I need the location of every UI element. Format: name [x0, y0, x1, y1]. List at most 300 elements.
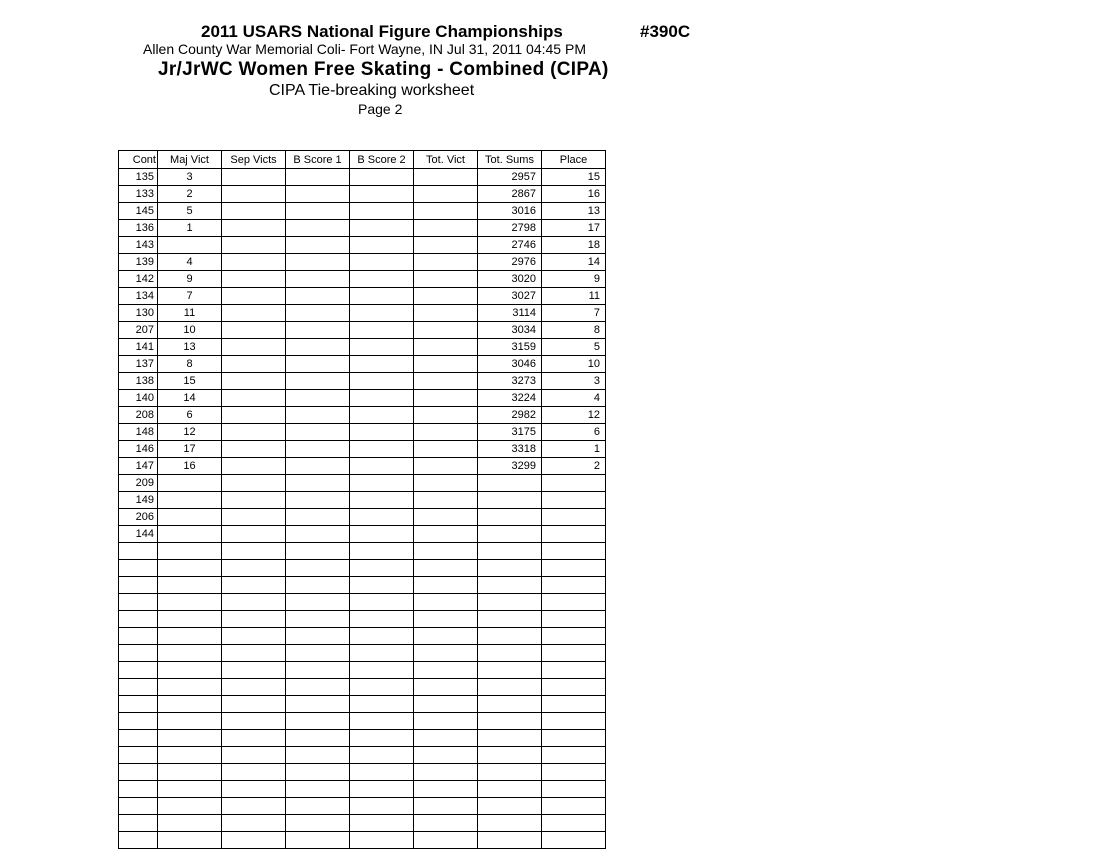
table-cell — [350, 339, 414, 356]
table-cell — [222, 509, 286, 526]
table-cell — [286, 186, 350, 203]
table-cell — [222, 407, 286, 424]
table-cell — [222, 203, 286, 220]
table-cell — [414, 356, 478, 373]
table-cell — [350, 781, 414, 798]
table-cell — [158, 492, 222, 509]
table-cell — [158, 781, 222, 798]
table-cell: 2798 — [478, 220, 542, 237]
table-cell — [350, 305, 414, 322]
table-cell — [286, 254, 350, 271]
table-cell: 136 — [119, 220, 158, 237]
table-cell — [158, 747, 222, 764]
table-cell — [542, 560, 606, 577]
table-cell: 9 — [542, 271, 606, 288]
table-cell — [286, 645, 350, 662]
table-cell — [478, 475, 542, 492]
table-cell — [542, 594, 606, 611]
table-cell — [414, 577, 478, 594]
table-cell — [222, 764, 286, 781]
table-cell: 3020 — [478, 271, 542, 288]
table-cell — [414, 220, 478, 237]
table-row — [119, 577, 606, 594]
table-cell — [350, 696, 414, 713]
table-cell — [222, 356, 286, 373]
table-cell — [414, 645, 478, 662]
table-cell — [286, 390, 350, 407]
table-cell — [414, 594, 478, 611]
table-cell — [350, 373, 414, 390]
table-cell: 6 — [158, 407, 222, 424]
table-cell — [119, 594, 158, 611]
table-cell — [119, 832, 158, 849]
table-cell — [478, 543, 542, 560]
table-cell — [158, 679, 222, 696]
table-cell — [414, 407, 478, 424]
table-cell — [158, 764, 222, 781]
table-cell — [542, 492, 606, 509]
table-cell — [158, 509, 222, 526]
table-cell: 3299 — [478, 458, 542, 475]
table-row — [119, 747, 606, 764]
table-cell — [414, 288, 478, 305]
table-cell: 8 — [542, 322, 606, 339]
table-cell: 2867 — [478, 186, 542, 203]
table-cell — [286, 356, 350, 373]
table-row — [119, 254, 606, 271]
table-cell — [286, 203, 350, 220]
table-cell — [222, 254, 286, 271]
championship-title: 2011 USARS National Figure Championships — [201, 22, 563, 41]
table-cell: 3 — [542, 373, 606, 390]
table-cell — [350, 526, 414, 543]
table-cell — [542, 730, 606, 747]
table-cell — [350, 798, 414, 815]
table-cell: 3224 — [478, 390, 542, 407]
worksheet-title: CIPA Tie-breaking worksheet — [269, 82, 475, 99]
table-row — [119, 781, 606, 798]
table-cell — [350, 747, 414, 764]
table-cell: 208 — [119, 407, 158, 424]
table-cell — [119, 713, 158, 730]
table-cell: 12 — [158, 424, 222, 441]
table-cell — [119, 696, 158, 713]
table-cell — [542, 645, 606, 662]
table-cell — [222, 543, 286, 560]
table-row — [119, 543, 606, 560]
table-cell — [222, 305, 286, 322]
table-cell — [286, 526, 350, 543]
table-cell: 14 — [542, 254, 606, 271]
table-cell — [286, 832, 350, 849]
table-cell — [286, 662, 350, 679]
table-row — [119, 798, 606, 815]
table-row — [119, 696, 606, 713]
table-cell — [222, 832, 286, 849]
table-row — [119, 645, 606, 662]
table-cell: 137 — [119, 356, 158, 373]
table-cell — [222, 730, 286, 747]
table-cell — [286, 322, 350, 339]
table-cell — [414, 832, 478, 849]
table-cell — [542, 781, 606, 798]
table-cell: 143 — [119, 237, 158, 254]
venue-date-line: Allen County War Memorial Coli- Fort Wayne, IN Jul 31, 2011 04:45 PM — [143, 41, 586, 57]
table-cell — [222, 237, 286, 254]
table-cell — [222, 747, 286, 764]
table-cell — [222, 390, 286, 407]
table-cell — [414, 322, 478, 339]
table-cell — [350, 509, 414, 526]
table-cell — [286, 339, 350, 356]
table-cell — [414, 747, 478, 764]
table-cell: 2746 — [478, 237, 542, 254]
table-cell: 3027 — [478, 288, 542, 305]
table-cell — [542, 832, 606, 849]
table-cell — [478, 628, 542, 645]
table-cell — [542, 611, 606, 628]
table-row — [119, 730, 606, 747]
table-cell — [414, 611, 478, 628]
table-cell — [414, 509, 478, 526]
table-cell — [414, 203, 478, 220]
table-row — [119, 492, 606, 509]
table-cell — [478, 815, 542, 832]
table-row — [119, 203, 606, 220]
table-cell — [222, 662, 286, 679]
column-header: B Score 1 — [286, 151, 350, 169]
table-cell — [286, 407, 350, 424]
table-cell — [222, 373, 286, 390]
table-cell — [119, 679, 158, 696]
table-cell — [286, 815, 350, 832]
table-cell — [350, 458, 414, 475]
table-cell — [542, 747, 606, 764]
table-row — [119, 186, 606, 203]
table-cell — [286, 305, 350, 322]
table-cell: 7 — [158, 288, 222, 305]
table-cell — [414, 186, 478, 203]
table-cell — [414, 475, 478, 492]
table-cell — [350, 390, 414, 407]
table-cell: 3318 — [478, 441, 542, 458]
table-cell — [414, 254, 478, 271]
table-row — [119, 220, 606, 237]
table-cell: 14 — [158, 390, 222, 407]
table-cell: 135 — [119, 169, 158, 186]
table-cell — [414, 339, 478, 356]
table-cell — [542, 798, 606, 815]
table-cell — [158, 611, 222, 628]
table-cell — [414, 628, 478, 645]
table-cell — [119, 611, 158, 628]
table-cell — [222, 679, 286, 696]
table-cell — [119, 645, 158, 662]
table-cell: 5 — [158, 203, 222, 220]
table-cell — [350, 713, 414, 730]
table-cell: 2 — [542, 458, 606, 475]
table-cell — [350, 611, 414, 628]
table-cell: 139 — [119, 254, 158, 271]
table-cell — [286, 288, 350, 305]
table-cell — [119, 662, 158, 679]
table-cell: 146 — [119, 441, 158, 458]
table-cell — [478, 560, 542, 577]
table-cell — [350, 186, 414, 203]
table-cell — [350, 764, 414, 781]
table-cell — [350, 424, 414, 441]
table-row — [119, 237, 606, 254]
table-cell — [222, 186, 286, 203]
table-cell — [350, 543, 414, 560]
table-cell: 16 — [158, 458, 222, 475]
table-row — [119, 815, 606, 832]
table-cell — [158, 577, 222, 594]
table-cell: 145 — [119, 203, 158, 220]
table-cell: 12 — [542, 407, 606, 424]
table-cell — [158, 798, 222, 815]
table-cell — [286, 747, 350, 764]
table-cell — [222, 492, 286, 509]
table-cell — [542, 662, 606, 679]
table-cell — [286, 628, 350, 645]
table-cell — [350, 220, 414, 237]
table-cell — [478, 662, 542, 679]
table-cell: 3175 — [478, 424, 542, 441]
table-cell: 17 — [158, 441, 222, 458]
table-cell — [119, 764, 158, 781]
table-cell — [286, 373, 350, 390]
table-cell — [414, 169, 478, 186]
table-cell — [414, 560, 478, 577]
table-cell — [542, 526, 606, 543]
table-cell: 15 — [542, 169, 606, 186]
table-cell — [414, 492, 478, 509]
table-cell — [414, 305, 478, 322]
table-cell — [119, 781, 158, 798]
table-cell: 4 — [158, 254, 222, 271]
table-cell: 3016 — [478, 203, 542, 220]
table-row — [119, 339, 606, 356]
table-cell: 3273 — [478, 373, 542, 390]
table-cell — [414, 730, 478, 747]
table-cell — [542, 577, 606, 594]
table-cell: 209 — [119, 475, 158, 492]
table-cell: 2982 — [478, 407, 542, 424]
table-cell — [286, 764, 350, 781]
table-cell — [286, 611, 350, 628]
table-cell: 1 — [158, 220, 222, 237]
table-cell: 147 — [119, 458, 158, 475]
table-cell: 206 — [119, 509, 158, 526]
table-cell — [222, 781, 286, 798]
table-cell — [414, 713, 478, 730]
table-cell — [350, 832, 414, 849]
table-row — [119, 713, 606, 730]
table-cell: 149 — [119, 492, 158, 509]
table-cell — [478, 730, 542, 747]
column-header: Place — [542, 151, 606, 169]
table-cell: 15 — [158, 373, 222, 390]
table-cell: 7 — [542, 305, 606, 322]
table-cell — [478, 509, 542, 526]
table-cell — [350, 730, 414, 747]
table-cell — [119, 543, 158, 560]
table-row — [119, 475, 606, 492]
table-cell — [350, 441, 414, 458]
table-cell: 142 — [119, 271, 158, 288]
table-row — [119, 458, 606, 475]
table-cell — [222, 798, 286, 815]
table-cell — [350, 254, 414, 271]
table-cell — [478, 696, 542, 713]
table-cell — [222, 220, 286, 237]
table-cell — [222, 441, 286, 458]
table-cell — [286, 475, 350, 492]
table-cell — [350, 662, 414, 679]
table-cell — [350, 492, 414, 509]
table-cell — [542, 628, 606, 645]
table-cell — [542, 475, 606, 492]
table-cell — [542, 509, 606, 526]
table-row — [119, 611, 606, 628]
table-cell: 5 — [542, 339, 606, 356]
table-cell — [350, 169, 414, 186]
table-cell — [158, 815, 222, 832]
table-cell — [414, 441, 478, 458]
table-cell — [286, 781, 350, 798]
table-cell — [119, 628, 158, 645]
table-cell — [478, 577, 542, 594]
table-cell: 133 — [119, 186, 158, 203]
table-cell — [222, 322, 286, 339]
table-row — [119, 764, 606, 781]
table-cell: 11 — [542, 288, 606, 305]
table-cell — [286, 594, 350, 611]
column-header: Maj Vict — [158, 151, 222, 169]
table-cell — [350, 288, 414, 305]
table-row — [119, 560, 606, 577]
table-cell — [158, 475, 222, 492]
table-row — [119, 390, 606, 407]
table-cell — [350, 815, 414, 832]
table-cell: 148 — [119, 424, 158, 441]
table-cell — [286, 492, 350, 509]
table-cell: 10 — [158, 322, 222, 339]
table-cell — [478, 679, 542, 696]
table-cell — [478, 781, 542, 798]
table-cell — [414, 662, 478, 679]
table-cell — [350, 203, 414, 220]
table-row — [119, 373, 606, 390]
table-cell — [222, 288, 286, 305]
table-cell — [414, 271, 478, 288]
table-cell — [158, 696, 222, 713]
table-cell — [119, 730, 158, 747]
table-cell — [478, 713, 542, 730]
table-cell — [286, 577, 350, 594]
table-cell: 2957 — [478, 169, 542, 186]
table-row — [119, 662, 606, 679]
table-row — [119, 679, 606, 696]
table-row — [119, 305, 606, 322]
table-cell — [158, 628, 222, 645]
table-cell: 8 — [158, 356, 222, 373]
table-cell — [222, 458, 286, 475]
table-cell — [286, 696, 350, 713]
table-cell: 130 — [119, 305, 158, 322]
table-cell — [286, 730, 350, 747]
table-cell — [286, 220, 350, 237]
table-cell — [222, 526, 286, 543]
table-row — [119, 288, 606, 305]
table-cell — [222, 645, 286, 662]
table-cell: 207 — [119, 322, 158, 339]
table-cell: 141 — [119, 339, 158, 356]
table-cell — [414, 373, 478, 390]
event-name: Jr/JrWC Women Free Skating - Combined (CIPA) — [158, 59, 609, 80]
table-cell — [350, 356, 414, 373]
table-cell — [222, 594, 286, 611]
tie-breaking-table — [118, 150, 606, 849]
table-cell: 3046 — [478, 356, 542, 373]
table-cell: 144 — [119, 526, 158, 543]
table-cell: 13 — [542, 203, 606, 220]
table-cell: 10 — [542, 356, 606, 373]
table-row — [119, 509, 606, 526]
table-cell: 3114 — [478, 305, 542, 322]
table-row — [119, 322, 606, 339]
table-row — [119, 594, 606, 611]
table-cell — [286, 509, 350, 526]
table-cell: 134 — [119, 288, 158, 305]
table-cell — [222, 611, 286, 628]
event-number: #390C — [640, 22, 691, 41]
table-cell: 3034 — [478, 322, 542, 339]
table-row — [119, 526, 606, 543]
table-cell: 6 — [542, 424, 606, 441]
table-row — [119, 356, 606, 373]
table-cell — [414, 764, 478, 781]
table-cell: 18 — [542, 237, 606, 254]
table-cell: 140 — [119, 390, 158, 407]
table-cell: 9 — [158, 271, 222, 288]
table-cell — [119, 747, 158, 764]
table-cell — [158, 237, 222, 254]
column-header: Cont — [119, 151, 158, 169]
table-cell — [414, 424, 478, 441]
table-cell — [478, 526, 542, 543]
table-cell — [414, 543, 478, 560]
table-cell — [350, 560, 414, 577]
table-cell — [222, 815, 286, 832]
table-cell — [222, 169, 286, 186]
table-cell — [158, 662, 222, 679]
table-cell — [350, 679, 414, 696]
table-cell — [542, 713, 606, 730]
table-cell — [158, 543, 222, 560]
table-cell: 16 — [542, 186, 606, 203]
table-cell — [222, 560, 286, 577]
table-cell — [158, 526, 222, 543]
header-row — [119, 151, 606, 169]
table-cell — [286, 169, 350, 186]
table-cell — [119, 815, 158, 832]
table-cell — [222, 696, 286, 713]
table-cell — [414, 815, 478, 832]
table-cell — [286, 458, 350, 475]
table-cell — [478, 832, 542, 849]
